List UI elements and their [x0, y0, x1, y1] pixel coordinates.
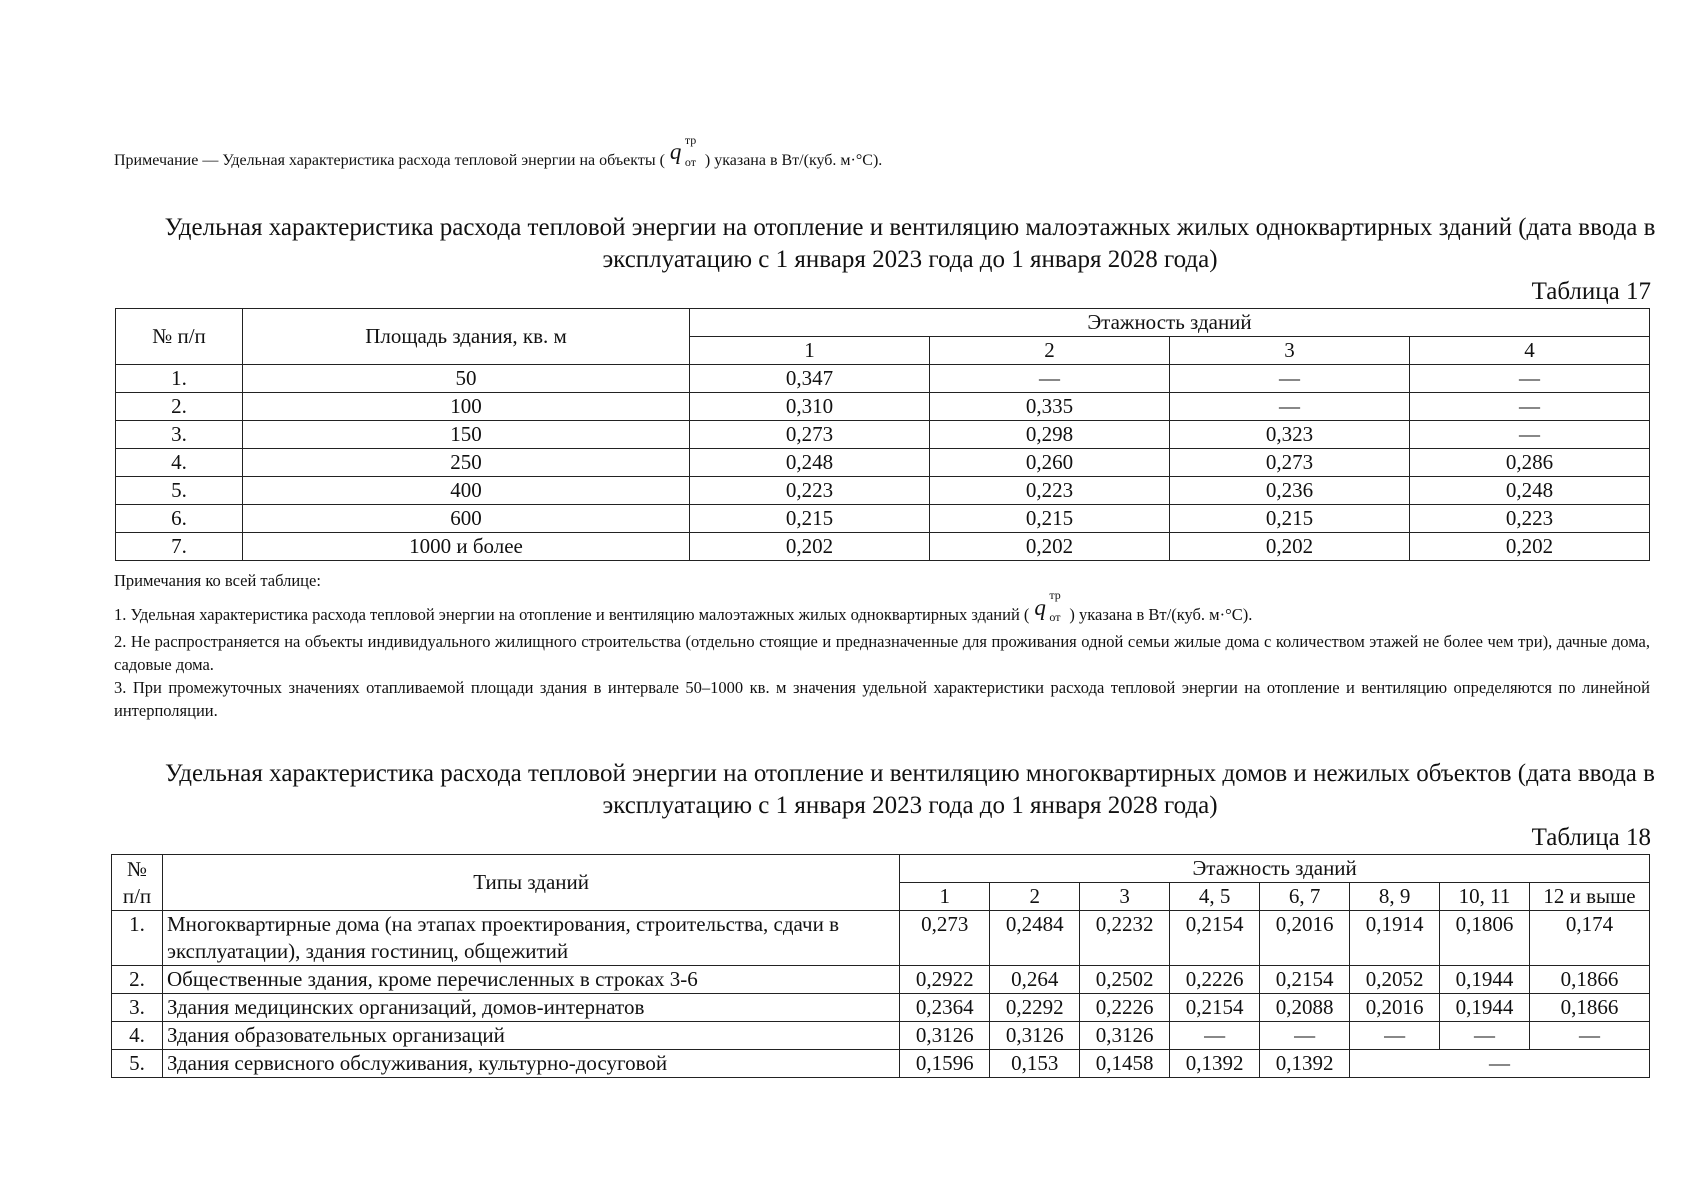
table-cell: —: [930, 365, 1170, 393]
value-cell: 0,2232: [1080, 911, 1170, 966]
table-cell: 7.: [116, 533, 243, 561]
table-cell: 600: [243, 505, 690, 533]
table-cell: 0,215: [690, 505, 930, 533]
value-cell: —: [1260, 1022, 1350, 1050]
col-header-floors: Этажность зданий: [690, 309, 1650, 337]
note-top-text-before: Примечание — Удельная характеристика расхода тепловой энергии на объекты (: [114, 152, 665, 169]
value-cell: 0,2052: [1350, 966, 1440, 994]
table-row: [112, 1050, 1650, 1078]
building-type-cell: Здания сервисного обслуживания, культурно-досуговой: [162, 1050, 899, 1078]
table-cell: 0,335: [930, 393, 1170, 421]
q-symbol-main: q: [669, 139, 682, 164]
note-1-text-before: 1. Удельная характеристика расхода тепловой энергии на отопление и вентиляцию малоэтажных жилых одноквартирных зданий (: [114, 605, 1030, 624]
table-cell: 0,248: [690, 449, 930, 477]
table-cell: —: [1410, 393, 1650, 421]
table17: [115, 308, 1650, 561]
note-top-text-after: ) указана в Вт/(куб. м·°С).: [704, 152, 883, 169]
row-number-cell: 1.: [112, 911, 163, 966]
q-symbol-subscript: от: [1049, 610, 1061, 624]
table-cell: 250: [243, 449, 690, 477]
table-row: [112, 911, 1650, 966]
table18: [111, 854, 1650, 1078]
value-cell: 0,1866: [1530, 994, 1650, 1022]
header-row: [112, 855, 1650, 883]
table-cell: 0,347: [690, 365, 930, 393]
q-symbol-main: q: [1034, 595, 1046, 620]
note-1: [114, 588, 1650, 626]
col-header-floor: 1: [900, 883, 990, 911]
table-cell: 0,223: [1410, 505, 1650, 533]
value-cell: 0,153: [990, 1050, 1080, 1078]
table-cell: —: [1410, 421, 1650, 449]
row-number-cell: 4.: [112, 1022, 163, 1050]
value-cell: 0,2016: [1260, 911, 1350, 966]
col-header-area: Площадь здания, кв. м: [243, 309, 690, 365]
table-row: [116, 449, 1650, 477]
table-cell: —: [1170, 365, 1410, 393]
row-number-cell: 5.: [112, 1050, 163, 1078]
table17-notes: [114, 569, 1650, 722]
value-cell: 0,2226: [1080, 994, 1170, 1022]
col-header-floor: 12 и выше: [1530, 883, 1650, 911]
table-cell: 0,202: [1410, 533, 1650, 561]
table-cell: 50: [243, 365, 690, 393]
table-cell: 0,323: [1170, 421, 1410, 449]
table-cell: 400: [243, 477, 690, 505]
col-header-floor: 4: [1410, 337, 1650, 365]
value-cell: 0,1944: [1440, 994, 1530, 1022]
note-3: 3. При промежуточных значениях отапливаемой площади здания в интервале 50–1000 кв. м значения удельной характеристики расхода тепловой энергии на отопление и вентиляцию определяются по линейной интерполяции.: [114, 678, 1650, 720]
table-cell: 0,260: [930, 449, 1170, 477]
value-cell: —: [1350, 1022, 1440, 1050]
table-cell: 0,202: [1170, 533, 1410, 561]
value-cell: 0,1914: [1350, 911, 1440, 966]
value-cell: 0,1392: [1260, 1050, 1350, 1078]
note-top: [114, 133, 1514, 172]
table-row: [116, 533, 1650, 561]
q-symbol-formula: [1032, 588, 1066, 624]
col-header-floor: 8, 9: [1350, 883, 1440, 911]
col-header-floor: 1: [690, 337, 930, 365]
col-header-floor: 3: [1080, 883, 1170, 911]
table-cell: 100: [243, 393, 690, 421]
value-cell: 0,264: [990, 966, 1080, 994]
table-cell: 4.: [116, 449, 243, 477]
table-cell: 1.: [116, 365, 243, 393]
table-cell: 0,223: [690, 477, 930, 505]
q-symbol-subscript: от: [684, 155, 696, 169]
table-cell: 1000 и более: [243, 533, 690, 561]
value-cell: 0,2154: [1170, 994, 1260, 1022]
table-row: [116, 421, 1650, 449]
table-cell: 0,298: [930, 421, 1170, 449]
table-cell: 150: [243, 421, 690, 449]
building-type-cell: Многоквартирные дома (на этапах проектирования, строительства, сдачи в эксплуатации), здания гостиниц, общежитий: [162, 911, 899, 966]
table-cell: 0,215: [1170, 505, 1410, 533]
table-cell: —: [1170, 393, 1410, 421]
q-symbol-superscript: тр: [1049, 588, 1061, 602]
col-header-floor: 4, 5: [1170, 883, 1260, 911]
value-cell: —: [1440, 1022, 1530, 1050]
value-cell: 0,2088: [1260, 994, 1350, 1022]
value-cell: 0,1944: [1440, 966, 1530, 994]
col-header-floor: 2: [990, 883, 1080, 911]
table-row: [116, 477, 1650, 505]
table-cell: 3.: [116, 421, 243, 449]
row-number-cell: 2.: [112, 966, 163, 994]
value-cell: 0,2016: [1350, 994, 1440, 1022]
value-cell: 0,2922: [900, 966, 990, 994]
col-header-floor: 3: [1170, 337, 1410, 365]
value-cell: 0,3126: [900, 1022, 990, 1050]
value-cell: 0,2364: [900, 994, 990, 1022]
table-row: [116, 505, 1650, 533]
value-cell: —: [1530, 1022, 1650, 1050]
col-header-number: № п/п: [112, 855, 163, 911]
note-1-text-after: ) указана в Вт/(куб. м·°С).: [1069, 605, 1253, 624]
table-cell: 0,273: [690, 421, 930, 449]
header-row: [116, 309, 1650, 337]
value-cell: 0,3126: [1080, 1022, 1170, 1050]
table-cell: 0,215: [930, 505, 1170, 533]
col-header-floor: 10, 11: [1440, 883, 1530, 911]
table17-title: Удельная характеристика расхода тепловой энергии на отопление и вентиляцию малоэтажных жилых одноквартирных зданий (дата ввода в эксплуатацию с 1 января 2023 года до 1 января 2028 года): [164, 214, 1656, 273]
value-cell: 0,2226: [1170, 966, 1260, 994]
table-cell: 0,310: [690, 393, 930, 421]
value-cell: 0,2484: [990, 911, 1080, 966]
table-cell: 0,223: [930, 477, 1170, 505]
table-cell: 0,202: [930, 533, 1170, 561]
value-cell: 0,1596: [900, 1050, 990, 1078]
value-cell: 0,3126: [990, 1022, 1080, 1050]
value-cell: 0,2154: [1170, 911, 1260, 966]
table-row: [112, 1022, 1650, 1050]
merged-value-cell: —: [1350, 1050, 1650, 1078]
col-header-floor: 2: [930, 337, 1170, 365]
value-cell: —: [1170, 1022, 1260, 1050]
table-row: [116, 393, 1650, 421]
col-header-floor: 6, 7: [1260, 883, 1350, 911]
table-cell: 0,236: [1170, 477, 1410, 505]
table-cell: —: [1410, 365, 1650, 393]
q-symbol-superscript: тр: [684, 133, 697, 147]
table18-title: Удельная характеристика расхода тепловой энергии на отопление и вентиляцию многоквартирных домов и нежилых объектов (дата ввода в эксплуатацию с 1 января 2023 года до 1 января 2028 года): [165, 760, 1655, 819]
col-header-type: Типы зданий: [162, 855, 899, 911]
q-symbol-formula: [668, 133, 702, 169]
table17-number: Таблица 17: [1531, 278, 1651, 305]
value-cell: 0,1866: [1530, 966, 1650, 994]
table-row: [116, 365, 1650, 393]
notes-heading: Примечания ко всей таблице:: [114, 571, 321, 590]
table-row: [112, 966, 1650, 994]
table-cell: 5.: [116, 477, 243, 505]
value-cell: 0,2502: [1080, 966, 1170, 994]
value-cell: 0,1458: [1080, 1050, 1170, 1078]
table-cell: 0,273: [1170, 449, 1410, 477]
value-cell: 0,174: [1530, 911, 1650, 966]
table-cell: 0,202: [690, 533, 930, 561]
table-row: [112, 994, 1650, 1022]
value-cell: 0,2292: [990, 994, 1080, 1022]
building-type-cell: Здания медицинских организаций, домов-интернатов: [162, 994, 899, 1022]
value-cell: 0,1392: [1170, 1050, 1260, 1078]
building-type-cell: Общественные здания, кроме перечисленных в строках 3-6: [162, 966, 899, 994]
table-cell: 0,248: [1410, 477, 1650, 505]
table18-number: Таблица 18: [1531, 824, 1651, 851]
row-number-cell: 3.: [112, 994, 163, 1022]
value-cell: 0,273: [900, 911, 990, 966]
table-cell: 6.: [116, 505, 243, 533]
note-2: 2. Не распространяется на объекты индивидуального жилищного строительства (отдельно стоящие и предназначенные для проживания одной семьи жилые дома с количеством этажей не более чем три), дачные дома, садовые дома.: [114, 632, 1650, 674]
col-header-number: № п/п: [116, 309, 243, 365]
table-cell: 2.: [116, 393, 243, 421]
value-cell: 0,1806: [1440, 911, 1530, 966]
building-type-cell: Здания образовательных организаций: [162, 1022, 899, 1050]
col-header-floors: Этажность зданий: [900, 855, 1650, 883]
value-cell: 0,2154: [1260, 966, 1350, 994]
table-cell: 0,286: [1410, 449, 1650, 477]
